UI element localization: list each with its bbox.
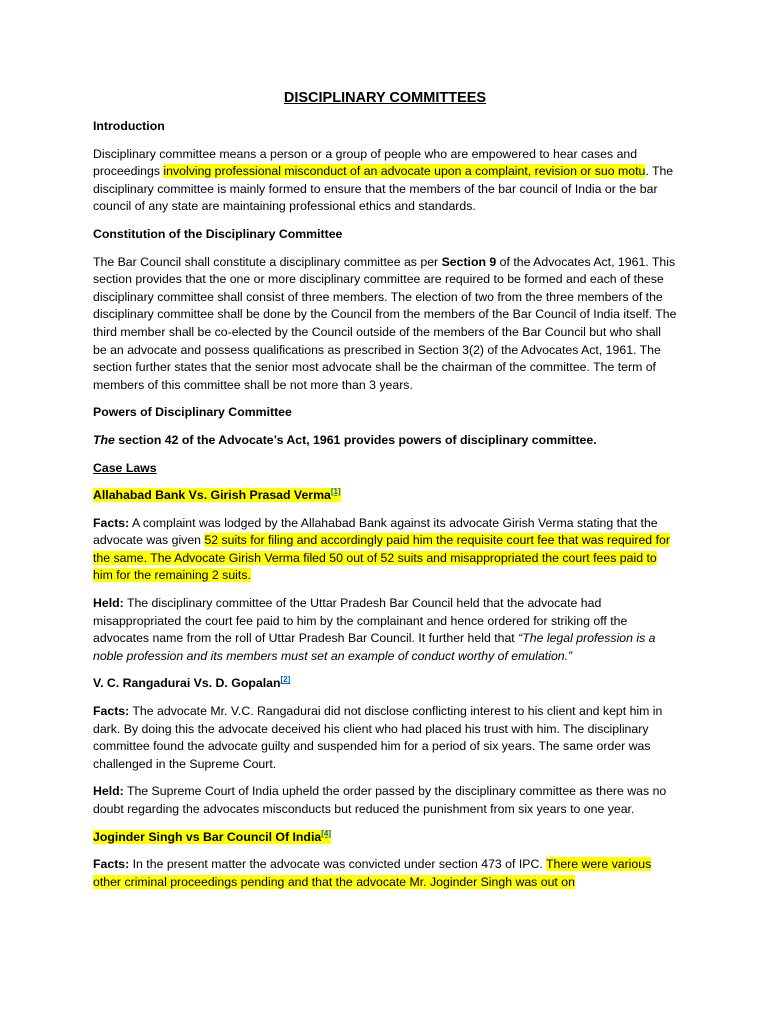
text-run: The Supreme Court of India upheld the order passed by the disciplinary committee as there was no doubt regarding the advocates misconducts but reduced the punishment from six years to one year. xyxy=(93,784,667,816)
paragraph-case1-facts xyxy=(93,515,677,585)
text-run: The disciplinary committee of the Uttar Pradesh Bar Council held that the advocate had misappropriated the court fee paid to him by the complainant and hence ordered for striking off the advocates name from the roll of Uttar Pradesh Bar Council. It further held that xyxy=(93,596,628,646)
heading-powers: Powers of Disciplinary Committee xyxy=(93,405,292,420)
paragraph-case3-facts xyxy=(93,856,677,891)
case-title-rangadurai xyxy=(93,675,677,693)
paragraph-introduction xyxy=(93,146,677,216)
highlighted-text: There were various other criminal proceedings pending and that the advocate Mr. Joginder Singh was out on xyxy=(93,857,652,889)
facts-label: Facts: xyxy=(93,857,130,872)
footnote-link[interactable]: [4] xyxy=(321,828,331,838)
facts-label: Facts: xyxy=(93,515,130,530)
case-title-text xyxy=(93,488,341,502)
text-run: Disciplinary committee means a person or a group of people who are empowered to hear cases and proceedings xyxy=(93,146,638,179)
footnote-link[interactable]: [2] xyxy=(280,675,291,685)
text-run: The Bar Council shall constitute a disciplinary committee as per xyxy=(93,254,442,269)
text-run: Joginder Singh vs Bar Council Of India xyxy=(93,829,322,844)
text-run: Allahabad Bank Vs. Girish Prasad Verma xyxy=(93,488,331,503)
paragraph-case2-held xyxy=(93,783,677,818)
paragraph-case2-facts xyxy=(93,703,677,773)
document-page xyxy=(93,88,677,901)
heading-introduction: Introduction xyxy=(93,119,165,133)
page-title: DISCIPLINARY COMMITTEES xyxy=(283,90,487,106)
italic-text: The xyxy=(93,432,115,447)
quote-text: “The legal profession is a noble profession and its members must set an example of conduct worthy of emulation.” xyxy=(93,631,656,663)
heading-case-laws: Case Laws xyxy=(93,460,157,475)
case-title-joginder-singh xyxy=(93,829,677,847)
highlighted-text: 52 suits for filing and accordingly paid him the requisite court fee that was required for the same. The Advocate Girish Verma filed 50 out of 52 suits and misappropriated the court fees paid to him for the remaining 2 suits. xyxy=(93,533,670,583)
bold-text: Section 9 xyxy=(441,254,497,269)
paragraph-powers xyxy=(93,432,677,450)
paragraph-case1-held xyxy=(93,595,677,665)
case-title-text xyxy=(93,830,331,844)
held-label: Held: xyxy=(93,784,124,799)
text-run: In the present matter the advocate was convicted under section 473 of IPC. xyxy=(129,857,546,872)
text-run: . The disciplinary committee is mainly formed to ensure that the members of the bar council of India or the bar council of any state are maintaining professional ethics and standards. xyxy=(93,164,674,214)
held-label: Held: xyxy=(93,596,124,611)
text-run: A complaint was lodged by the Allahabad Bank against its advocate Girish Verma stating that the advocate was given xyxy=(93,515,658,548)
text-run: V. C. Rangadurai Vs. D. Gopalan xyxy=(93,676,281,691)
heading-constitution: Constitution of the Disciplinary Committee xyxy=(93,226,343,241)
case-title-allahabad-bank xyxy=(93,487,677,505)
text-run: section 42 of the Advocate’s Act, 1961 provides powers of disciplinary committee. xyxy=(114,432,597,447)
facts-label: Facts: xyxy=(93,704,130,719)
footnote-link[interactable]: [1] xyxy=(330,487,341,496)
highlighted-text: involving professional misconduct of an advocate upon a complaint, revision or suo motu xyxy=(163,164,646,179)
paragraph-constitution xyxy=(93,254,677,395)
text-run: The advocate Mr. V.C. Rangadurai did not disclose conflicting interest to his client and kept him in dark. By doing this the advocate deceived his client who had placed his trust with him. The disciplinary committee found the advocate guilty and suspended him for a period of six years. The same order was challenged in the Supreme Court. xyxy=(93,704,663,771)
text-run: of the Advocates Act, 1961. This section provides that the one or more disciplinary committee are required to be formed and each of these disciplinary committee shall consist of three members. The election of two from the three members of the disciplinary committee shall be done by the Council from the members of the Bar Council of India itself. The third member shall be co-elected by the Council outside of the members of the Bar Council but who shall be an advocate and possess qualifications as prescribed in Section 3(2) of the Advocates Act, 1961. The section further states that the senior most advocate shall be the chairman of the committee. The term of members of this committee shall be not more than 3 years. xyxy=(93,254,677,392)
